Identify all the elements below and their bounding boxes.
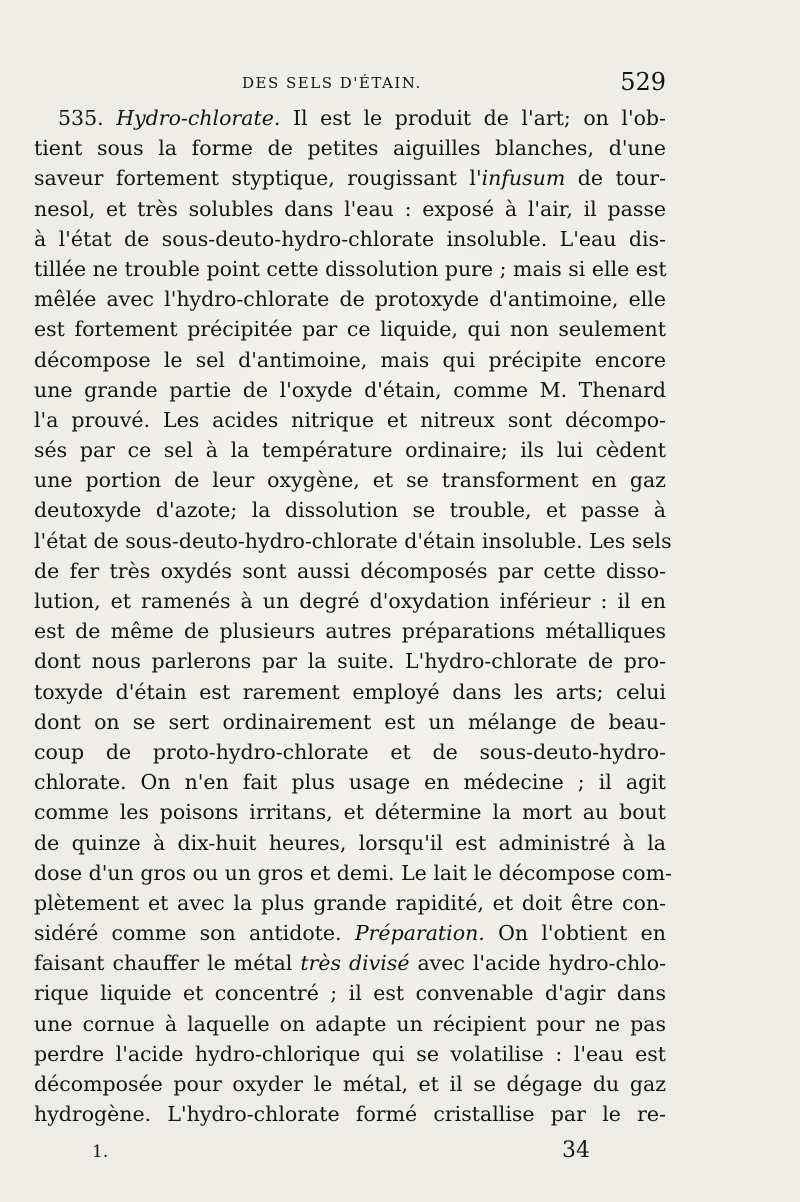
text-line: dose d'un gros ou un gros et demi. Le lait le décompose com- [34, 860, 672, 885]
text-lines [34, 133, 672, 1129]
text-line: plètement et avec la plus grande rapidité, et doit être con- [34, 890, 666, 915]
text-line: tient sous la forme de petites aiguilles blanches, d'une [34, 136, 666, 161]
text-line: l'a prouvé. Les acides nitrique et nitreux sont décompo- [34, 407, 666, 432]
text-line: une cornue à laquelle on adapte un récipient pour ne pas [34, 1011, 666, 1036]
text-line: mêlée avec l'hydro-chlorate de protoxyde d'antimoine, elle [34, 287, 666, 312]
text-line: sidéré comme son antidote. Préparation. On l'obtient en [34, 921, 666, 946]
page-number: 529 [620, 68, 666, 96]
text-line: l'état de sous-deuto-hydro-chlorate d'étain insoluble. Les sels [34, 528, 672, 553]
text-line: dont on se sert ordinairement est un mélange de beau- [34, 709, 666, 734]
text-line: de quinze à dix-huit heures, lorsqu'il est administré à la [34, 830, 666, 855]
signature-number: 34 [562, 1138, 590, 1163]
text-line: est de même de plusieurs autres préparations métalliques [34, 619, 666, 644]
text-line: une grande partie de l'oxyde d'étain, comme M. Thenard [34, 377, 666, 402]
text-line: coup de proto-hydro-chlorate et de sous-deuto-hydro- [34, 739, 666, 764]
text-line: une portion de leur oxygène, et se transforment en gaz [34, 468, 666, 493]
italic-term: Préparation. [354, 921, 485, 946]
text-line: sés par ce sel à la température ordinaire; ils lui cèdent [34, 438, 666, 463]
text-line: hydrogène. L'hydro-chlorate formé cristallise par le re- [34, 1102, 666, 1127]
page-header [36, 68, 666, 102]
text-line: saveur fortement styptique, rougissant l'infusum de tour- [34, 166, 666, 191]
first-line-rest: Il est le produit de l'art; on l'ob- [292, 106, 666, 130]
text-line: dont nous parlerons par la suite. L'hydro-chlorate de pro- [34, 649, 666, 674]
text-line: perdre l'acide hydro-chlorique qui se volatilise : l'eau est [34, 1041, 666, 1066]
text-line: nesol, et très solubles dans l'eau : exposé à l'air, il passe [34, 196, 666, 221]
section-term: Hydro-chlorate. [116, 106, 281, 130]
text-line-first [34, 103, 666, 133]
italic-term: infusum [481, 166, 566, 191]
text-line: toxyde d'étain est rarement employé dans les arts; celui [34, 679, 666, 704]
text-line: chlorate. On n'en fait plus usage en médecine ; il agit [34, 770, 666, 795]
running-head: DES SELS D'ÉTAIN. [242, 74, 422, 92]
text-line: est fortement précipitée par ce liquide, qui non seulement [34, 317, 666, 342]
body-text [34, 103, 672, 1129]
italic-term: très divisé [300, 951, 410, 976]
text-line: décompose le sel d'antimoine, mais qui précipite encore [34, 347, 666, 372]
text-line: deutoxyde d'azote; la dissolution se trouble, et passe à [34, 498, 666, 523]
text-line: de fer très oxydés sont aussi décomposés par cette disso- [34, 558, 666, 583]
text-line: comme les poisons irritans, et détermine la mort au bout [34, 800, 666, 825]
text-line: lution, et ramenés à un degré d'oxydation inférieur : il en [34, 589, 666, 613]
signature-mark: 1. [92, 1142, 109, 1162]
paragraph-number: 535. [58, 106, 104, 130]
text-line: faisant chauffer le métal très divisé avec l'acide hydro-chlo- [34, 951, 666, 976]
text-line: rique liquide et concentré ; il est convenable d'agir dans [34, 981, 666, 1006]
page-footer [36, 1138, 666, 1168]
text-line: à l'état de sous-deuto-hydro-chlorate insoluble. L'eau dis- [34, 226, 666, 251]
text-line: décomposée pour oxyder le métal, et il se dégage du gaz [34, 1072, 666, 1096]
text-line: tillée ne trouble point cette dissolution pure ; mais si elle est [34, 256, 667, 281]
